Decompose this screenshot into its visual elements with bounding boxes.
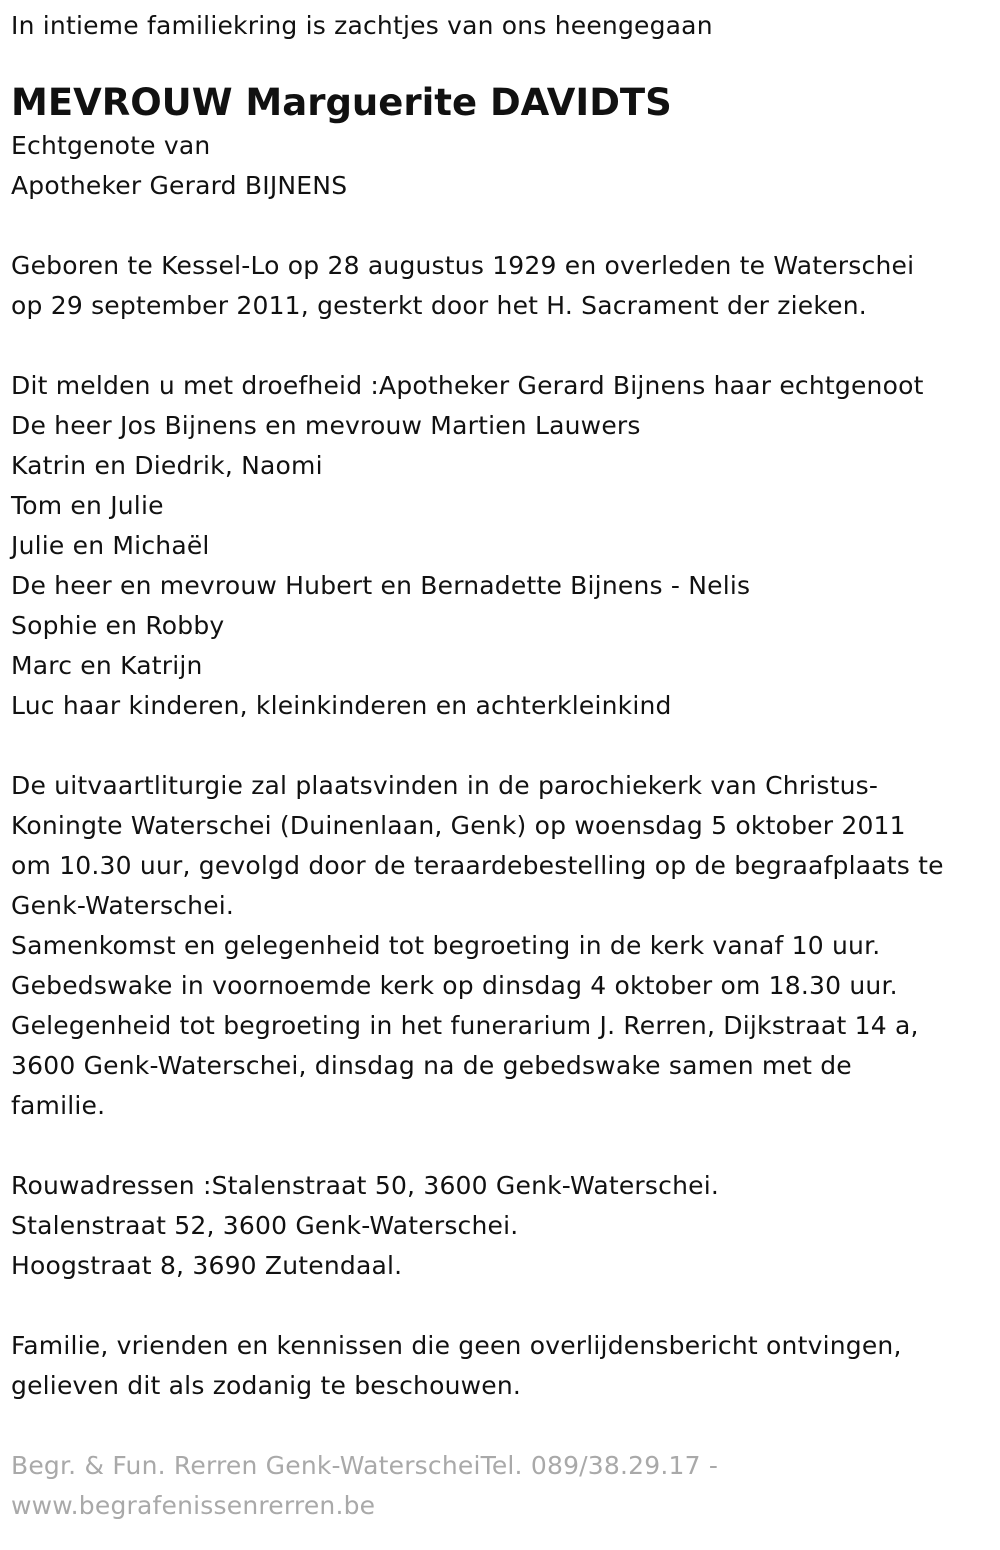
- ceremony-line: familie.: [11, 1091, 106, 1120]
- family-line: De heer Jos Bijnens en mevrouw Martien Lauwers: [11, 411, 641, 440]
- family-line: Luc haar kinderen, kleinkinderen en achterkleinkind: [11, 691, 672, 720]
- funeral-home-footer: [11, 1446, 1000, 1526]
- family-block: [11, 366, 1000, 726]
- birth-death-block: [11, 246, 1000, 326]
- footer-website: www.begrafenissenrerren.be: [11, 1491, 376, 1520]
- spouse-line: Apotheker Gerard BIJNENS: [11, 171, 348, 200]
- birth-death-line: Geboren te Kessel-Lo op 28 augustus 1929 en overleden te Waterschei: [11, 251, 915, 280]
- family-line: Marc en Katrijn: [11, 651, 203, 680]
- family-line: Dit melden u met droefheid :Apotheker Gerard Bijnens haar echtgenoot: [11, 371, 924, 400]
- family-line: De heer en mevrouw Hubert en Bernadette Bijnens - Nelis: [11, 571, 751, 600]
- birth-death-line: op 29 september 2011, gesterkt door het H. Sacrament der zieken.: [11, 291, 867, 320]
- ceremony-line: Gebedswake in voornoemde kerk op dinsdag 4 oktober om 18.30 uur.: [11, 971, 898, 1000]
- spouse-line: Echtgenote van: [11, 131, 211, 160]
- address-line: Stalenstraat 52, 3600 Genk-Waterschei.: [11, 1211, 519, 1240]
- footer-contact-line: Begr. & Fun. Rerren Genk-WaterscheiTel. 089/38.29.17 -: [11, 1451, 719, 1480]
- intro-line: In intieme familiekring is zachtjes van ons heengegaan: [11, 11, 713, 40]
- family-line: Tom en Julie: [11, 491, 164, 520]
- address-line: Hoogstraat 8, 3690 Zutendaal.: [11, 1251, 403, 1280]
- ceremony-line: Gelegenheid tot begroeting in het funerarium J. Rerren, Dijkstraat 14 a,: [11, 1011, 919, 1040]
- deceased-name: MEVROUW Marguerite DAVIDTS: [11, 81, 672, 124]
- closing-block: [11, 1326, 1000, 1406]
- ceremony-line: Samenkomst en gelegenheid tot begroeting in de kerk vanaf 10 uur.: [11, 931, 881, 960]
- ceremony-line: Genk-Waterschei.: [11, 891, 235, 920]
- closing-line: gelieven dit als zodanig te beschouwen.: [11, 1371, 522, 1400]
- address-block: [11, 1166, 1000, 1286]
- ceremony-line: 3600 Genk-Waterschei, dinsdag na de gebedswake samen met de: [11, 1051, 852, 1080]
- address-line: Rouwadressen :Stalenstraat 50, 3600 Genk-Waterschei.: [11, 1171, 719, 1200]
- family-line: Julie en Michaël: [11, 531, 210, 560]
- family-line: Katrin en Diedrik, Naomi: [11, 451, 323, 480]
- ceremony-line: Koningte Waterschei (Duinenlaan, Genk) op woensdag 5 oktober 2011: [11, 811, 906, 840]
- ceremony-line: om 10.30 uur, gevolgd door de teraardebestelling op de begraafplaats te: [11, 851, 944, 880]
- spouse-block: [11, 126, 1000, 206]
- ceremony-block: [11, 766, 1000, 1126]
- family-line: Sophie en Robby: [11, 611, 225, 640]
- ceremony-line: De uitvaartliturgie zal plaatsvinden in de parochiekerk van Christus-: [11, 771, 879, 800]
- closing-line: Familie, vrienden en kennissen die geen overlijdensbericht ontvingen,: [11, 1331, 902, 1360]
